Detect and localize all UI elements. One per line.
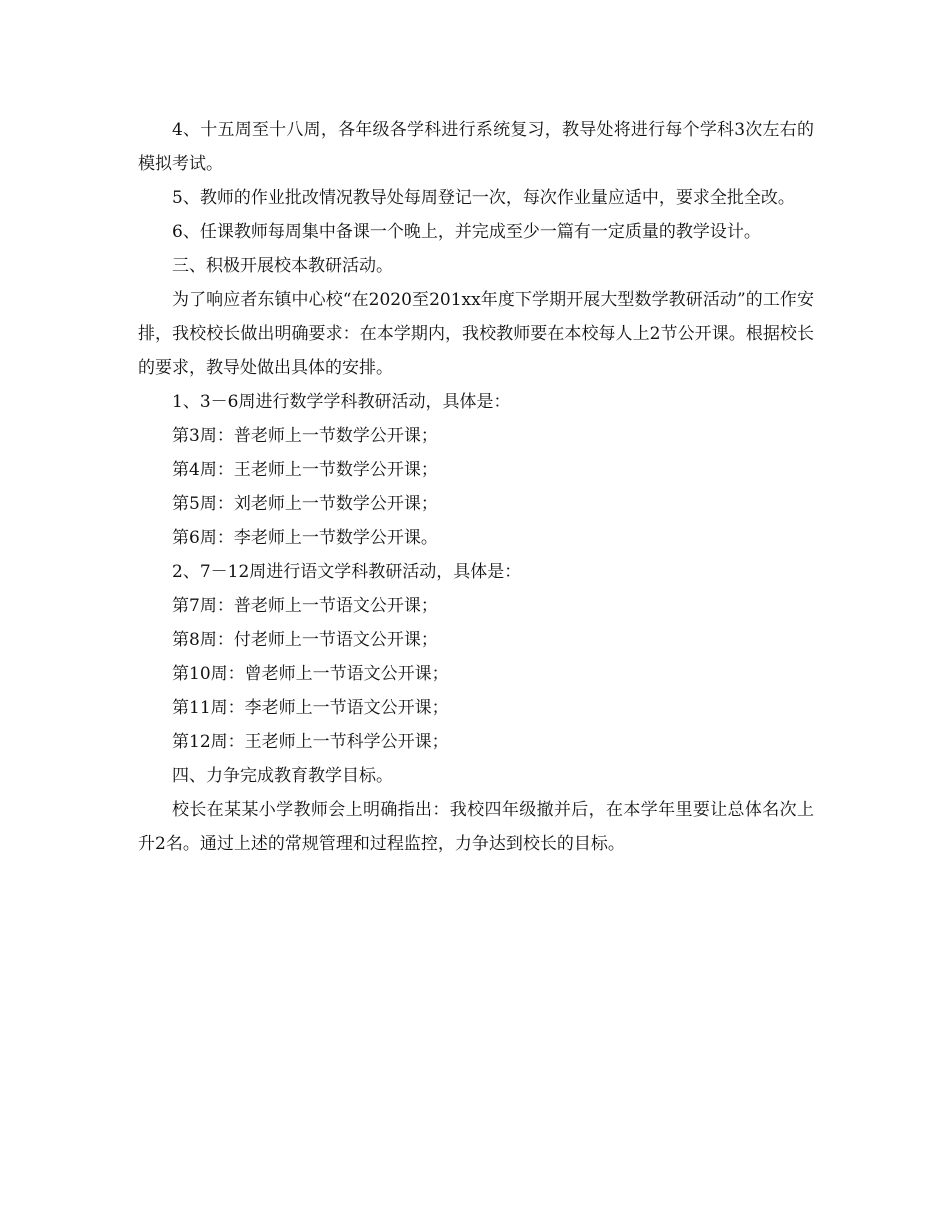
section-heading-teaching-research: 三、积极开展校本教研活动。 <box>172 256 393 276</box>
list-item-week-8: 第8周：付老师上一节语文公开课； <box>172 630 438 650</box>
list-item-week-7: 第7周：普老师上一节语文公开课； <box>172 596 438 616</box>
list-item-week-12: 第12周：王老师上一节科学公开课； <box>172 732 449 752</box>
paragraph-homework-grading: 5、教师的作业批改情况教导处每周登记一次，每次作业量应适中，要求全批全改。 <box>172 188 795 208</box>
list-heading-math-activities: 1、3－6周进行数学学科教研活动，具体是： <box>172 392 511 412</box>
paragraph-principal-goal: 校长在某某小学教师会上明确指出：我校四年级撤并后，在本学年里要让总体名次上升2名。通过上述的常规管理和过程监控，力争达到校长的目标。 <box>138 800 814 854</box>
list-item-week-3: 第3周：普老师上一节数学公开课； <box>172 426 438 446</box>
paragraph-review-schedule: 4、十五周至十八周，各年级各学科进行系统复习，教导处将进行每个学科3次左右的模拟考试。 <box>138 120 814 174</box>
list-item-week-4: 第4周：王老师上一节数学公开课； <box>172 460 438 480</box>
paragraph-lesson-prep: 6、任课教师每周集中备课一个晚上，并完成至少一篇有一定质量的教学设计。 <box>172 222 761 242</box>
list-item-week-11: 第11周：李老师上一节语文公开课； <box>172 698 449 718</box>
list-item-week-5: 第5周：刘老师上一节数学公开课； <box>172 494 438 514</box>
document-body <box>138 113 814 861</box>
list-heading-chinese-activities: 2、7－12周进行语文学科教研活动，具体是： <box>172 562 522 582</box>
section-heading-teaching-goals: 四、力争完成教育教学目标。 <box>172 766 393 786</box>
list-item-week-6: 第6周：李老师上一节数学公开课。 <box>172 528 438 548</box>
paragraph-research-arrangement: 为了响应者东镇中心校“在2020至201xx年度下学期开展大型数学教研活动”的工作安排，我校校长做出明确要求：在本学期内，我校教师要在本校每人上2节公开课。根据校长的要求，教导处做出具体的安排。 <box>138 290 814 378</box>
list-item-week-10: 第10周：曾老师上一节语文公开课； <box>172 664 449 684</box>
